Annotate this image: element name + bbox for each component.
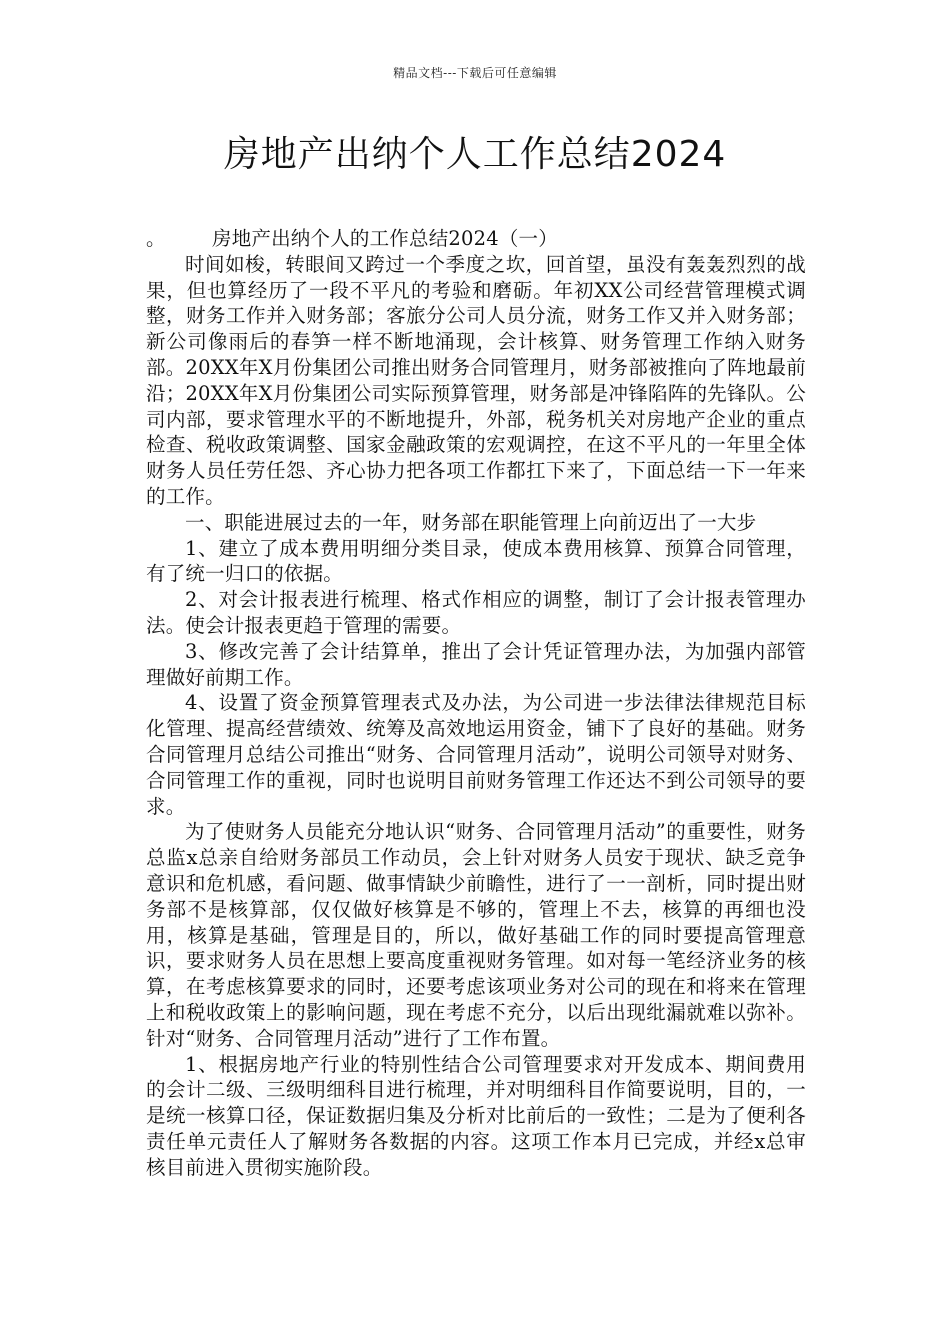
paragraph-task-1: 1、根据房地产行业的特别性结合公司管理要求对开发成本、期间费用的会计二级、三级明细科目进行梳理，并对明细科目作简要说明，目的，一是统一核算口径，保证数据归集及分析对比前后的一致性；二是为了便利各责任单元责任人了解财务各数据的内容。这项工作本月已完成，并经x总审核目前进入贯彻实施阶段。: [146, 1052, 806, 1179]
document-body: [146, 226, 806, 1180]
section-subtitle: [146, 226, 806, 252]
paragraph-item-2: 2、对会计报表进行梳理、格式作相应的调整，制订了会计报表管理办法。使会计报表更趋于管理的需要。: [146, 588, 806, 637]
paragraph-item-3: 3、修改完善了会计结算单，推出了会计凭证管理办法，为加强内部管理做好前期工作。: [146, 639, 806, 689]
paragraph-item-1: 1、建立了成本费用明细分类目录，使成本费用核算、预算合同管理，有了统一归口的依据。: [146, 536, 806, 586]
header-note: 精品文档---下载后可任意编辑: [393, 66, 557, 80]
subtitle-marker: 。: [146, 227, 166, 250]
paragraph-intro: 时间如梭，转眼间又跨过一个季度之坎，回首望，虽没有轰轰烈烈的战果，但也算经历了一段不平凡的考验和磨砺。年初XX公司经营管理模式调整，财务工作并入财务部；客旅分公司人员分流，财务工作又并入财务部；新公司像雨后的春笋一样不断地涌现，会计核算、财务管理工作纳入财务部。20XX年X月份集团公司推出财务合同管理月，财务部被推向了阵地最前沿；20XX年X月份集团公司实际预算管理，财务部是冲锋陷阵的先锋队。公司内部，要求管理水平的不断地提升，外部，税务机关对房地产企业的重点检查、税收政策调整、国家金融政策的宏观调控，在这不平凡的一年里全体财务人员任劳任怨、齐心协力把各项工作都扛下来了，下面总结一下一年来的工作。: [146, 252, 806, 508]
paragraph-section-heading: 一、职能进展过去的一年，财务部在职能管理上向前迈出了一大步: [185, 510, 757, 534]
paragraph-awareness: 为了使财务人员能充分地认识“财务、合同管理月活动”的重要性，财务总监x总亲自给财务部员工作动员，会上针对财务人员安于现状、缺乏竞争意识和危机感，看问题、做事情缺少前瞻性，进行了一一剖析，同时提出财务部不是核算部，仅仅做好核算是不够的，管理上不去，核算的再细也没用，核算是基础，管理是目的，所以，做好基础工作的同时要提高管理意识，要求财务人员在思想上要高度重视财务管理。如对每一笔经济业务的核算，在考虑核算要求的同时，还要考虑该项业务对公司的现在和将来在管理上和税收政策上的影响问题，现在考虑不充分，以后出现纰漏就难以弥补。针对“财务、合同管理月活动”进行了工作布置。: [146, 820, 806, 1050]
document-title: 房地产出纳个人工作总结2024: [223, 134, 727, 175]
paragraph-item-4: 4、设置了资金预算管理表式及办法，为公司进一步法律法律规范目标化管理、提高经营绩效、统筹及高效地运用资金，铺下了良好的基础。财务合同管理月总结公司推出“财务、合同管理月活动”，说明公司领导对财务、合同管理工作的重视，同时也说明目前财务管理工作还达不到公司领导的要求。: [146, 691, 806, 818]
subtitle-text: 房地产出纳个人的工作总结2024（一）: [212, 227, 558, 250]
